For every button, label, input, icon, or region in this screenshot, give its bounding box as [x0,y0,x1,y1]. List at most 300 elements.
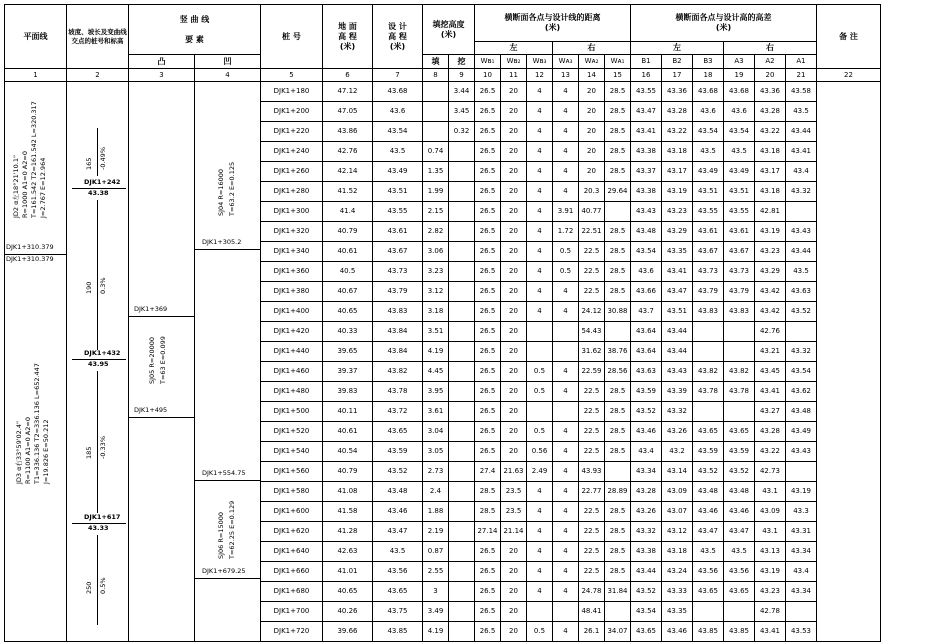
value-cell: 43.54 [631,242,662,262]
slope-break-1-elev: 43.38 [88,189,109,197]
column-index-cell: 5 [261,69,323,82]
value-cell: 3.45 [449,102,475,122]
value-cell: 43.64 [631,322,662,342]
station-cell: DJK1+640 [261,542,323,562]
value-cell: 42.63 [323,542,373,562]
value-cell [449,582,475,602]
value-cell [553,342,579,362]
plan-point-start: DJK1+310.379 [6,255,54,263]
value-cell: 40.67 [323,282,373,302]
value-cell: 43.86 [323,122,373,142]
value-cell: 26.5 [475,322,501,342]
value-cell [449,422,475,442]
value-cell: 43.83 [724,302,755,322]
header-ground: 地 面 高 程 (米) [323,5,373,69]
value-cell: 43.73 [373,262,423,282]
value-cell [724,322,755,342]
value-cell: 40.5 [323,262,373,282]
value-cell: 0.87 [423,542,449,562]
station-cell: DJK1+620 [261,522,323,542]
value-cell: 43.33 [662,582,693,602]
value-cell: 43.67 [724,242,755,262]
value-cell: 4 [527,482,553,502]
value-cell: 22.5 [579,402,605,422]
value-cell: 26.5 [475,442,501,462]
value-cell: 43.5 [786,102,817,122]
value-cell: 43.23 [755,242,786,262]
value-cell: 43.73 [724,262,755,282]
station-cell: DJK1+540 [261,442,323,462]
value-cell [605,202,631,222]
value-cell: 20 [501,402,527,422]
value-cell [449,202,475,222]
station-cell: DJK1+360 [261,262,323,282]
value-cell: 43.1 [755,482,786,502]
value-cell: 4 [553,542,579,562]
value-cell: 20 [501,122,527,142]
header-dist-col: Wᴀ₃ [553,55,579,69]
value-cell: 43.53 [786,622,817,642]
slope-break-2-elev: 43.95 [88,360,109,368]
convex-start-station: DJK1+369 [134,305,168,313]
station-cell: DJK1+260 [261,162,323,182]
value-cell: 43.55 [373,202,423,222]
value-cell: 43.67 [373,242,423,262]
header-elev-col: A2 [755,55,786,69]
station-cell: DJK1+600 [261,502,323,522]
value-cell: 43.44 [786,242,817,262]
value-cell: 43.42 [755,302,786,322]
station-cell: DJK1+180 [261,82,323,102]
value-cell: 43.26 [662,422,693,442]
value-cell: 43.46 [693,502,724,522]
value-cell: 43.26 [631,502,662,522]
value-cell: 4 [553,482,579,502]
value-cell: 43.23 [755,582,786,602]
value-cell: 54.43 [579,322,605,342]
convex-curve-te: T=63 E=0.099 [159,336,167,384]
header-remark: 备 注 [817,5,881,69]
slope-break-3-station: DJK1+617 [84,513,121,521]
value-cell: 21.63 [501,462,527,482]
header-elev-right: 右 [724,42,817,55]
value-cell [449,502,475,522]
value-cell: 43.63 [631,362,662,382]
value-cell: 43.63 [786,282,817,302]
value-cell: 4 [553,462,579,482]
value-cell: 43.82 [693,362,724,382]
value-cell: 43.6 [724,102,755,122]
header-vcurve-line1: 竖 曲 线 [179,14,210,24]
jd2-external: J=2.767 E=12.964 [39,157,47,218]
station-cell: DJK1+720 [261,622,323,642]
column-index-cell: 15 [605,69,631,82]
value-cell: 4 [527,182,553,202]
value-cell: 42.78 [755,602,786,622]
column-index-cell: 17 [662,69,693,82]
value-cell: 43.6 [693,102,724,122]
value-cell: 43.32 [786,342,817,362]
value-cell: 43.61 [373,222,423,242]
value-cell: 4 [553,122,579,142]
value-cell: 43.78 [373,382,423,402]
value-cell [449,342,475,362]
value-cell: 43.38 [631,142,662,162]
header-elev-col: B3 [693,55,724,69]
value-cell: 43.51 [662,302,693,322]
concave-sj06-params: SJ06 R=15000 [217,511,225,559]
value-cell: 43.83 [693,302,724,322]
column-index-cell: 18 [693,69,724,82]
value-cell: 21.14 [501,522,527,542]
value-cell: 1.88 [423,502,449,522]
value-cell: 3.06 [423,242,449,262]
value-cell: 0.5 [553,242,579,262]
value-cell: 40.61 [323,422,373,442]
slope-break-1-station: DJK1+242 [84,178,121,186]
header-elev-left: 左 [631,42,724,55]
station-cell: DJK1+380 [261,282,323,302]
value-cell: 20 [579,82,605,102]
value-cell: 43.38 [631,542,662,562]
value-cell: 42.76 [323,142,373,162]
column-index-cell: 11 [501,69,527,82]
value-cell: 4 [527,102,553,122]
value-cell: 39.66 [323,622,373,642]
header-vcurve-line2: 要 素 [185,34,204,44]
value-cell: 43.52 [693,462,724,482]
value-cell: 43.32 [786,182,817,202]
value-cell: 43.61 [693,222,724,242]
value-cell: 43.5 [693,542,724,562]
value-cell: 43.41 [755,622,786,642]
value-cell: 43.78 [724,382,755,402]
value-cell: 43.78 [693,382,724,402]
value-cell [449,522,475,542]
value-cell: 22.5 [579,542,605,562]
value-cell [693,342,724,362]
value-cell: 26.5 [475,422,501,442]
remark-column-cell [817,82,881,642]
value-cell: 28.5 [605,162,631,182]
column-index-row [5,69,881,82]
column-index-cell: 22 [817,69,881,82]
value-cell [786,322,817,342]
value-cell: 43.41 [755,382,786,402]
slope-break-3-elev: 43.33 [88,524,109,532]
value-cell: 43.59 [373,442,423,462]
header-station: 桩 号 [261,5,323,69]
value-cell: 43.27 [755,402,786,422]
value-cell: 43.59 [631,382,662,402]
slope-column-cell [67,82,129,642]
value-cell: 1.72 [553,222,579,242]
value-cell: 43.28 [755,102,786,122]
station-cell: DJK1+560 [261,462,323,482]
value-cell [449,602,475,622]
header-dist-col: Wᴀ₂ [579,55,605,69]
value-cell: 0.5 [527,362,553,382]
value-cell: 4 [527,82,553,102]
value-cell: 43.7 [631,302,662,322]
value-cell: 2.15 [423,202,449,222]
value-cell: 43.34 [631,462,662,482]
value-cell: 20 [501,182,527,202]
value-cell: 3.12 [423,282,449,302]
value-cell: 28.89 [605,482,631,502]
value-cell: 43.79 [724,282,755,302]
value-cell: 26.5 [475,362,501,382]
value-cell: 4 [527,262,553,282]
value-cell: 43.43 [631,202,662,222]
value-cell: 43.56 [693,562,724,582]
value-cell: 43.31 [786,522,817,542]
value-cell: 4 [553,622,579,642]
jd2-params: R=1000 A1=0 A2=0 [21,151,29,218]
column-index-cell: 2 [67,69,129,82]
value-cell: 28.5 [605,122,631,142]
value-cell: 20 [501,342,527,362]
value-cell: 22.5 [579,282,605,302]
value-cell: 43.51 [693,182,724,202]
value-cell: 43.19 [662,182,693,202]
value-cell: 43.41 [786,142,817,162]
value-cell: 4 [527,222,553,242]
value-cell: 26.5 [475,602,501,622]
concave-sj04-te: T=63.2 E=0.125 [228,161,236,216]
value-cell [423,122,449,142]
value-cell: 43.51 [373,182,423,202]
value-cell: 43.46 [724,502,755,522]
station-cell: DJK1+280 [261,182,323,202]
value-cell: 43.44 [631,562,662,582]
value-cell: 0.74 [423,142,449,162]
header-concave: 凹 [195,55,261,69]
value-cell [786,602,817,622]
station-cell: DJK1+320 [261,222,323,242]
value-cell: 43.68 [373,82,423,102]
value-cell: 31.84 [605,582,631,602]
value-cell: 39.37 [323,362,373,382]
value-cell: 43.83 [373,302,423,322]
value-cell: 20 [501,82,527,102]
value-cell: 4 [553,562,579,582]
column-index-cell: 20 [755,69,786,82]
value-cell: 43.79 [373,282,423,302]
value-cell: 43.17 [755,162,786,182]
column-index-cell: 7 [373,69,423,82]
value-cell: 43.6 [373,102,423,122]
value-cell: 4 [553,582,579,602]
value-cell: 41.4 [323,202,373,222]
value-cell: 43.12 [662,522,693,542]
value-cell: 22.51 [579,222,605,242]
value-cell: 43.5 [693,142,724,162]
value-cell: 43.5 [373,542,423,562]
value-cell: 20 [501,562,527,582]
value-cell [605,602,631,622]
value-cell: 43.35 [662,602,693,622]
value-cell [449,262,475,282]
profile-table-sheet [4,4,881,642]
value-cell: 43.44 [662,342,693,362]
value-cell: 43.68 [693,82,724,102]
header-cut: 挖 [449,55,475,69]
value-cell: 26.1 [579,622,605,642]
station-cell: DJK1+240 [261,142,323,162]
value-cell [553,322,579,342]
value-cell: 20 [501,602,527,622]
value-cell [605,322,631,342]
station-cell: DJK1+500 [261,402,323,422]
value-cell: 43.22 [755,442,786,462]
value-cell [724,402,755,422]
value-cell: 41.28 [323,522,373,542]
value-cell [449,322,475,342]
slope-4-grade: 0.5% [99,577,107,594]
value-cell [449,302,475,322]
value-cell: 26.5 [475,582,501,602]
value-cell: 43.47 [631,102,662,122]
value-cell [449,562,475,582]
value-cell: 47.05 [323,102,373,122]
value-cell: 43.64 [631,342,662,362]
value-cell: 20 [501,622,527,642]
value-cell: 28.5 [605,222,631,242]
column-index-cell: 19 [724,69,755,82]
value-cell: 43.2 [662,442,693,462]
value-cell: 43.52 [786,302,817,322]
header-cutfill: 填挖高度 (米) [423,5,475,55]
station-cell: DJK1+420 [261,322,323,342]
value-cell: 2.55 [423,562,449,582]
column-index-cell: 10 [475,69,501,82]
value-cell: 26.5 [475,82,501,102]
value-cell: 22.5 [579,382,605,402]
value-cell: 4 [527,542,553,562]
value-cell: 22.5 [579,522,605,542]
value-cell [423,82,449,102]
station-cell: DJK1+340 [261,242,323,262]
value-cell: 43.65 [631,622,662,642]
value-cell: 20 [579,162,605,182]
value-cell: 28.5 [475,502,501,522]
value-cell: 43.18 [662,142,693,162]
value-cell [449,442,475,462]
value-cell: 43.36 [662,82,693,102]
column-index-cell: 9 [449,69,475,82]
value-cell: 43.49 [373,162,423,182]
value-cell: 43.18 [662,542,693,562]
value-cell: 43.49 [693,162,724,182]
value-cell: 43.85 [724,622,755,642]
value-cell: 43.75 [373,602,423,622]
station-cell: DJK1+300 [261,202,323,222]
concave-sj04-params: SJ04 R=16000 [217,168,225,216]
column-index-cell: 3 [129,69,195,82]
value-cell [449,462,475,482]
column-index-cell: 8 [423,69,449,82]
header-elev-col: A3 [724,55,755,69]
value-cell: 26.5 [475,122,501,142]
value-cell: 23.5 [501,502,527,522]
value-cell: 2.49 [527,462,553,482]
value-cell [449,482,475,502]
jd3-label: JD3 α右33°59'02.4" [15,421,23,484]
value-cell: 43.47 [724,522,755,542]
value-cell: 43.18 [755,182,786,202]
value-cell: 4 [553,282,579,302]
value-cell: 28.5 [605,422,631,442]
value-cell: 20 [501,162,527,182]
value-cell: 28.5 [605,402,631,422]
header-elev-col: B1 [631,55,662,69]
value-cell: 4 [553,362,579,382]
value-cell: 26.5 [475,542,501,562]
value-cell: 0.5 [527,422,553,442]
value-cell: 28.5 [605,562,631,582]
value-cell: 43.54 [786,362,817,382]
slope-1-length: 165 [85,157,93,170]
value-cell: 40.11 [323,402,373,422]
value-cell: 20 [579,102,605,122]
value-cell: 43.52 [631,402,662,422]
value-cell: 43.65 [693,582,724,602]
value-cell: 3.23 [423,262,449,282]
value-cell: 1.99 [423,182,449,202]
value-cell: 43.82 [373,362,423,382]
header-elev-col: B2 [662,55,693,69]
convex-curve-params: SJ05 R=20000 [148,336,156,384]
value-cell: 43.19 [755,562,786,582]
value-cell: 20 [501,282,527,302]
station-cell: DJK1+200 [261,102,323,122]
value-cell: 26.5 [475,182,501,202]
value-cell: 43.28 [631,482,662,502]
value-cell: 43.32 [662,402,693,422]
value-cell: 3.18 [423,302,449,322]
value-cell [449,282,475,302]
value-cell: 40.79 [323,462,373,482]
value-cell: 20 [501,362,527,382]
value-cell: 3.51 [423,322,449,342]
value-cell: 1.35 [423,162,449,182]
value-cell: 43.46 [373,502,423,522]
header-dist-col: Wʙ₁ [475,55,501,69]
slope-break-2-station: DJK1+432 [84,349,121,357]
value-cell: 43.34 [786,542,817,562]
value-cell: 43.84 [373,342,423,362]
value-cell: 43.56 [373,562,423,582]
value-cell: 4 [527,202,553,222]
value-cell: 43.65 [373,422,423,442]
concave-sj06-start: DJK1+554.75 [202,469,246,477]
value-cell [449,542,475,562]
value-cell: 0.32 [449,122,475,142]
header-elev-col: A1 [786,55,817,69]
value-cell [449,222,475,242]
value-cell [449,402,475,422]
value-cell: 3.04 [423,422,449,442]
value-cell: 4 [527,502,553,522]
value-cell: 3.49 [423,602,449,622]
value-cell: 43.54 [631,602,662,622]
value-cell: 43.39 [662,382,693,402]
station-cell: DJK1+580 [261,482,323,502]
value-cell: 29.64 [605,182,631,202]
value-cell: 43.59 [724,442,755,462]
value-cell: 43.56 [724,562,755,582]
